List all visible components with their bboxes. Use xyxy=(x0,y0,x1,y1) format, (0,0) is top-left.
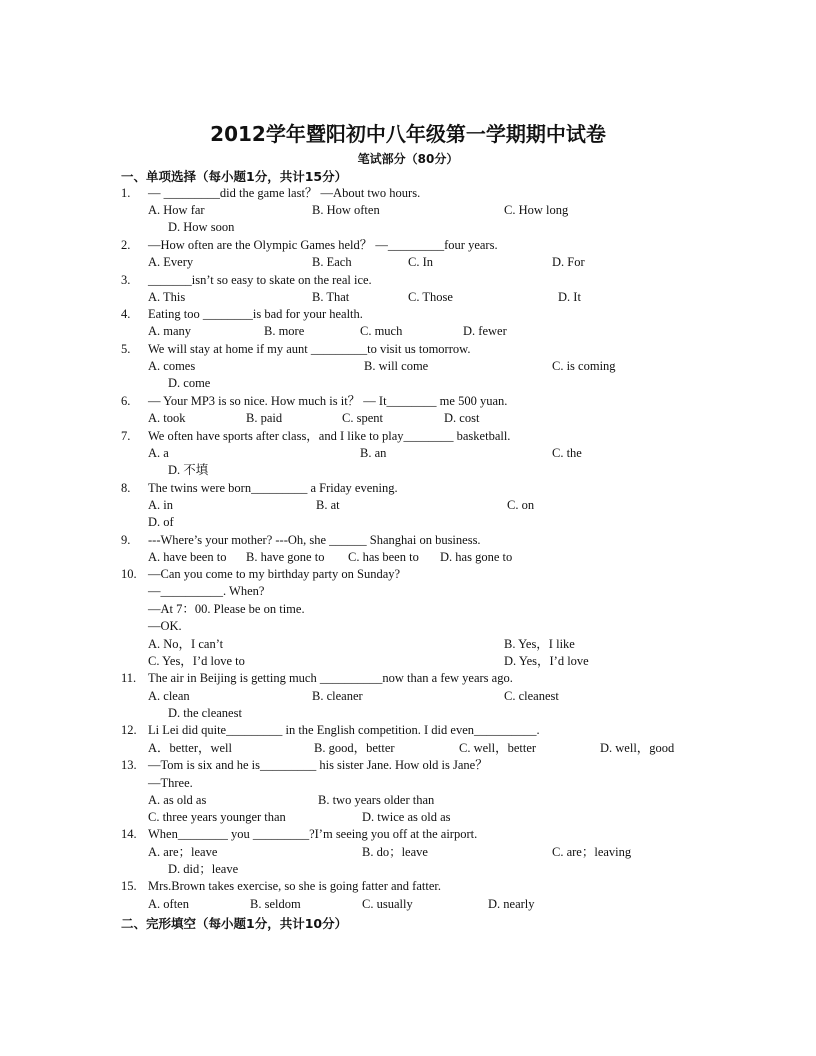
option-d: D. It xyxy=(558,290,581,304)
question-stem: When________ you _________?I’m seeing you off at the airport. xyxy=(148,827,478,841)
option-c: C. spent xyxy=(342,411,383,425)
option-d: D. How soon xyxy=(168,220,235,234)
option-d: D. the cleanest xyxy=(168,706,242,720)
question-stem: —Can you come to my birthday party on Sunday? xyxy=(148,567,401,581)
question-number: 6. xyxy=(121,394,131,408)
option-a: A. a xyxy=(148,446,169,460)
option-b: B. seldom xyxy=(250,897,301,911)
option-c: C. on xyxy=(507,498,535,512)
question-stem: Eating too ________is bad for your health. xyxy=(148,307,363,321)
option-b: B. more xyxy=(264,324,305,338)
question-stem: — Your MP3 is so nice. How much is it？ — It________ me 500 yuan. xyxy=(148,394,508,408)
option-a: A. took xyxy=(148,411,186,425)
option-a: A. as old as xyxy=(148,793,207,807)
option-c: C. is coming xyxy=(552,359,616,373)
option-a: A. often xyxy=(148,897,189,911)
question-stem: Li Lei did quite_________ in the English competition. I did even__________. xyxy=(148,723,540,737)
question-number: 15. xyxy=(121,879,137,893)
option-d: D. twice as old as xyxy=(362,810,451,824)
dialog-line: —At 7：00. Please be on time. xyxy=(148,602,305,616)
option-d: D. nearly xyxy=(488,897,535,911)
option-a: A. have been to xyxy=(148,550,227,564)
option-d: D. did；leave xyxy=(168,862,239,876)
question-stem: _______isn’t so easy to skate on the real ice. xyxy=(148,273,372,287)
option-b: B. paid xyxy=(246,411,283,425)
dialog-line: —Three. xyxy=(148,776,193,790)
question-stem: ---Where’s your mother? ---Oh, she ______ Shanghai on business. xyxy=(148,533,481,547)
option-c: C. Yes，I’d love to xyxy=(148,654,245,668)
option-b: B. good，better xyxy=(314,741,395,755)
question-number: 2. xyxy=(121,238,131,252)
option-b: B. Yes，I like xyxy=(504,637,575,651)
question-number: 9. xyxy=(121,533,131,547)
option-d: D. come xyxy=(168,376,211,390)
option-c: C. much xyxy=(360,324,403,338)
question-number: 13. xyxy=(121,758,137,772)
question-number: 10. xyxy=(121,567,137,581)
question-number: 14. xyxy=(121,827,137,841)
question-stem: Mrs.Brown takes exercise, so she is going fatter and fatter. xyxy=(148,879,441,893)
option-a: A. many xyxy=(148,324,192,338)
option-c: C. cleanest xyxy=(504,689,559,703)
question-stem: The air in Beijing is getting much __________now than a few years ago. xyxy=(148,671,513,685)
question-stem: — _________did the game last？ —About two hours. xyxy=(148,186,421,200)
option-b: B. do；leave xyxy=(362,845,428,859)
question-number: 1. xyxy=(121,186,131,200)
option-a: A. comes xyxy=(148,359,196,373)
option-a: A. are；leave xyxy=(148,845,218,859)
option-c: C. Those xyxy=(408,290,453,304)
option-c: C. well，better xyxy=(459,741,537,755)
option-b: B. Each xyxy=(312,255,352,269)
option-b: B. How often xyxy=(312,203,380,217)
question-number: 8. xyxy=(121,481,131,495)
option-b: B. two years older than xyxy=(318,793,435,807)
option-d: D. Yes，I’d love xyxy=(504,654,589,668)
section-heading-2: 二、完形填空（每小题1分，共计10分） xyxy=(121,916,348,931)
option-a: A. clean xyxy=(148,689,190,703)
option-b: B. will come xyxy=(364,359,429,373)
question-stem: The twins were born_________ a Friday evening. xyxy=(148,481,398,495)
page-title: 2012学年暨阳初中八年级第一学期期中试卷 xyxy=(210,122,606,146)
option-c: C. How long xyxy=(504,203,569,217)
option-d: D. fewer xyxy=(463,324,507,338)
option-a: A. No，I can’t xyxy=(148,637,224,651)
option-d: D. well，good xyxy=(600,741,675,755)
option-d: D. 不填 xyxy=(168,463,209,477)
option-c: C. the xyxy=(552,446,582,460)
question-stem: We will stay at home if my aunt _________to visit us tomorrow. xyxy=(148,342,471,356)
option-a: A. Every xyxy=(148,255,194,269)
option-c: C. are；leaving xyxy=(552,845,632,859)
option-d: D. cost xyxy=(444,411,480,425)
option-b: B. cleaner xyxy=(312,689,363,703)
option-b: B. at xyxy=(316,498,340,512)
section-heading-1: 一、单项选择（每小题1分，共计15分） xyxy=(121,169,348,184)
option-d: D. has gone to xyxy=(440,550,513,564)
option-d: D. For xyxy=(552,255,585,269)
option-c: C. has been to xyxy=(348,550,419,564)
question-number: 4. xyxy=(121,307,131,321)
question-number: 7. xyxy=(121,429,131,443)
question-number: 5. xyxy=(121,342,131,356)
question-stem: We often have sports after class，and I like to play________ basketball. xyxy=(148,429,511,443)
option-c: C. three years younger than xyxy=(148,810,286,824)
option-d: D. of xyxy=(148,515,174,529)
question-stem: —Tom is six and he is_________ his sister Jane. How old is Jane？ xyxy=(148,758,488,772)
option-a: A. in xyxy=(148,498,173,512)
option-b: B. That xyxy=(312,290,350,304)
dialog-line: —__________. When? xyxy=(148,584,265,598)
question-number: 12. xyxy=(121,723,137,737)
question-stem: —How often are the Olympic Games held？ —_________four years. xyxy=(148,238,498,252)
question-number: 3. xyxy=(121,273,131,287)
option-c: C. usually xyxy=(362,897,413,911)
option-c: C. In xyxy=(408,255,433,269)
option-b: B. an xyxy=(360,446,387,460)
option-b: B. have gone to xyxy=(246,550,325,564)
option-a: A. How far xyxy=(148,203,205,217)
option-a: A. This xyxy=(148,290,186,304)
dialog-line: —OK. xyxy=(148,619,182,633)
page-subtitle: 笔试部分（80分） xyxy=(357,152,459,166)
question-number: 11. xyxy=(121,671,137,685)
option-a: A．better，well xyxy=(148,741,233,755)
